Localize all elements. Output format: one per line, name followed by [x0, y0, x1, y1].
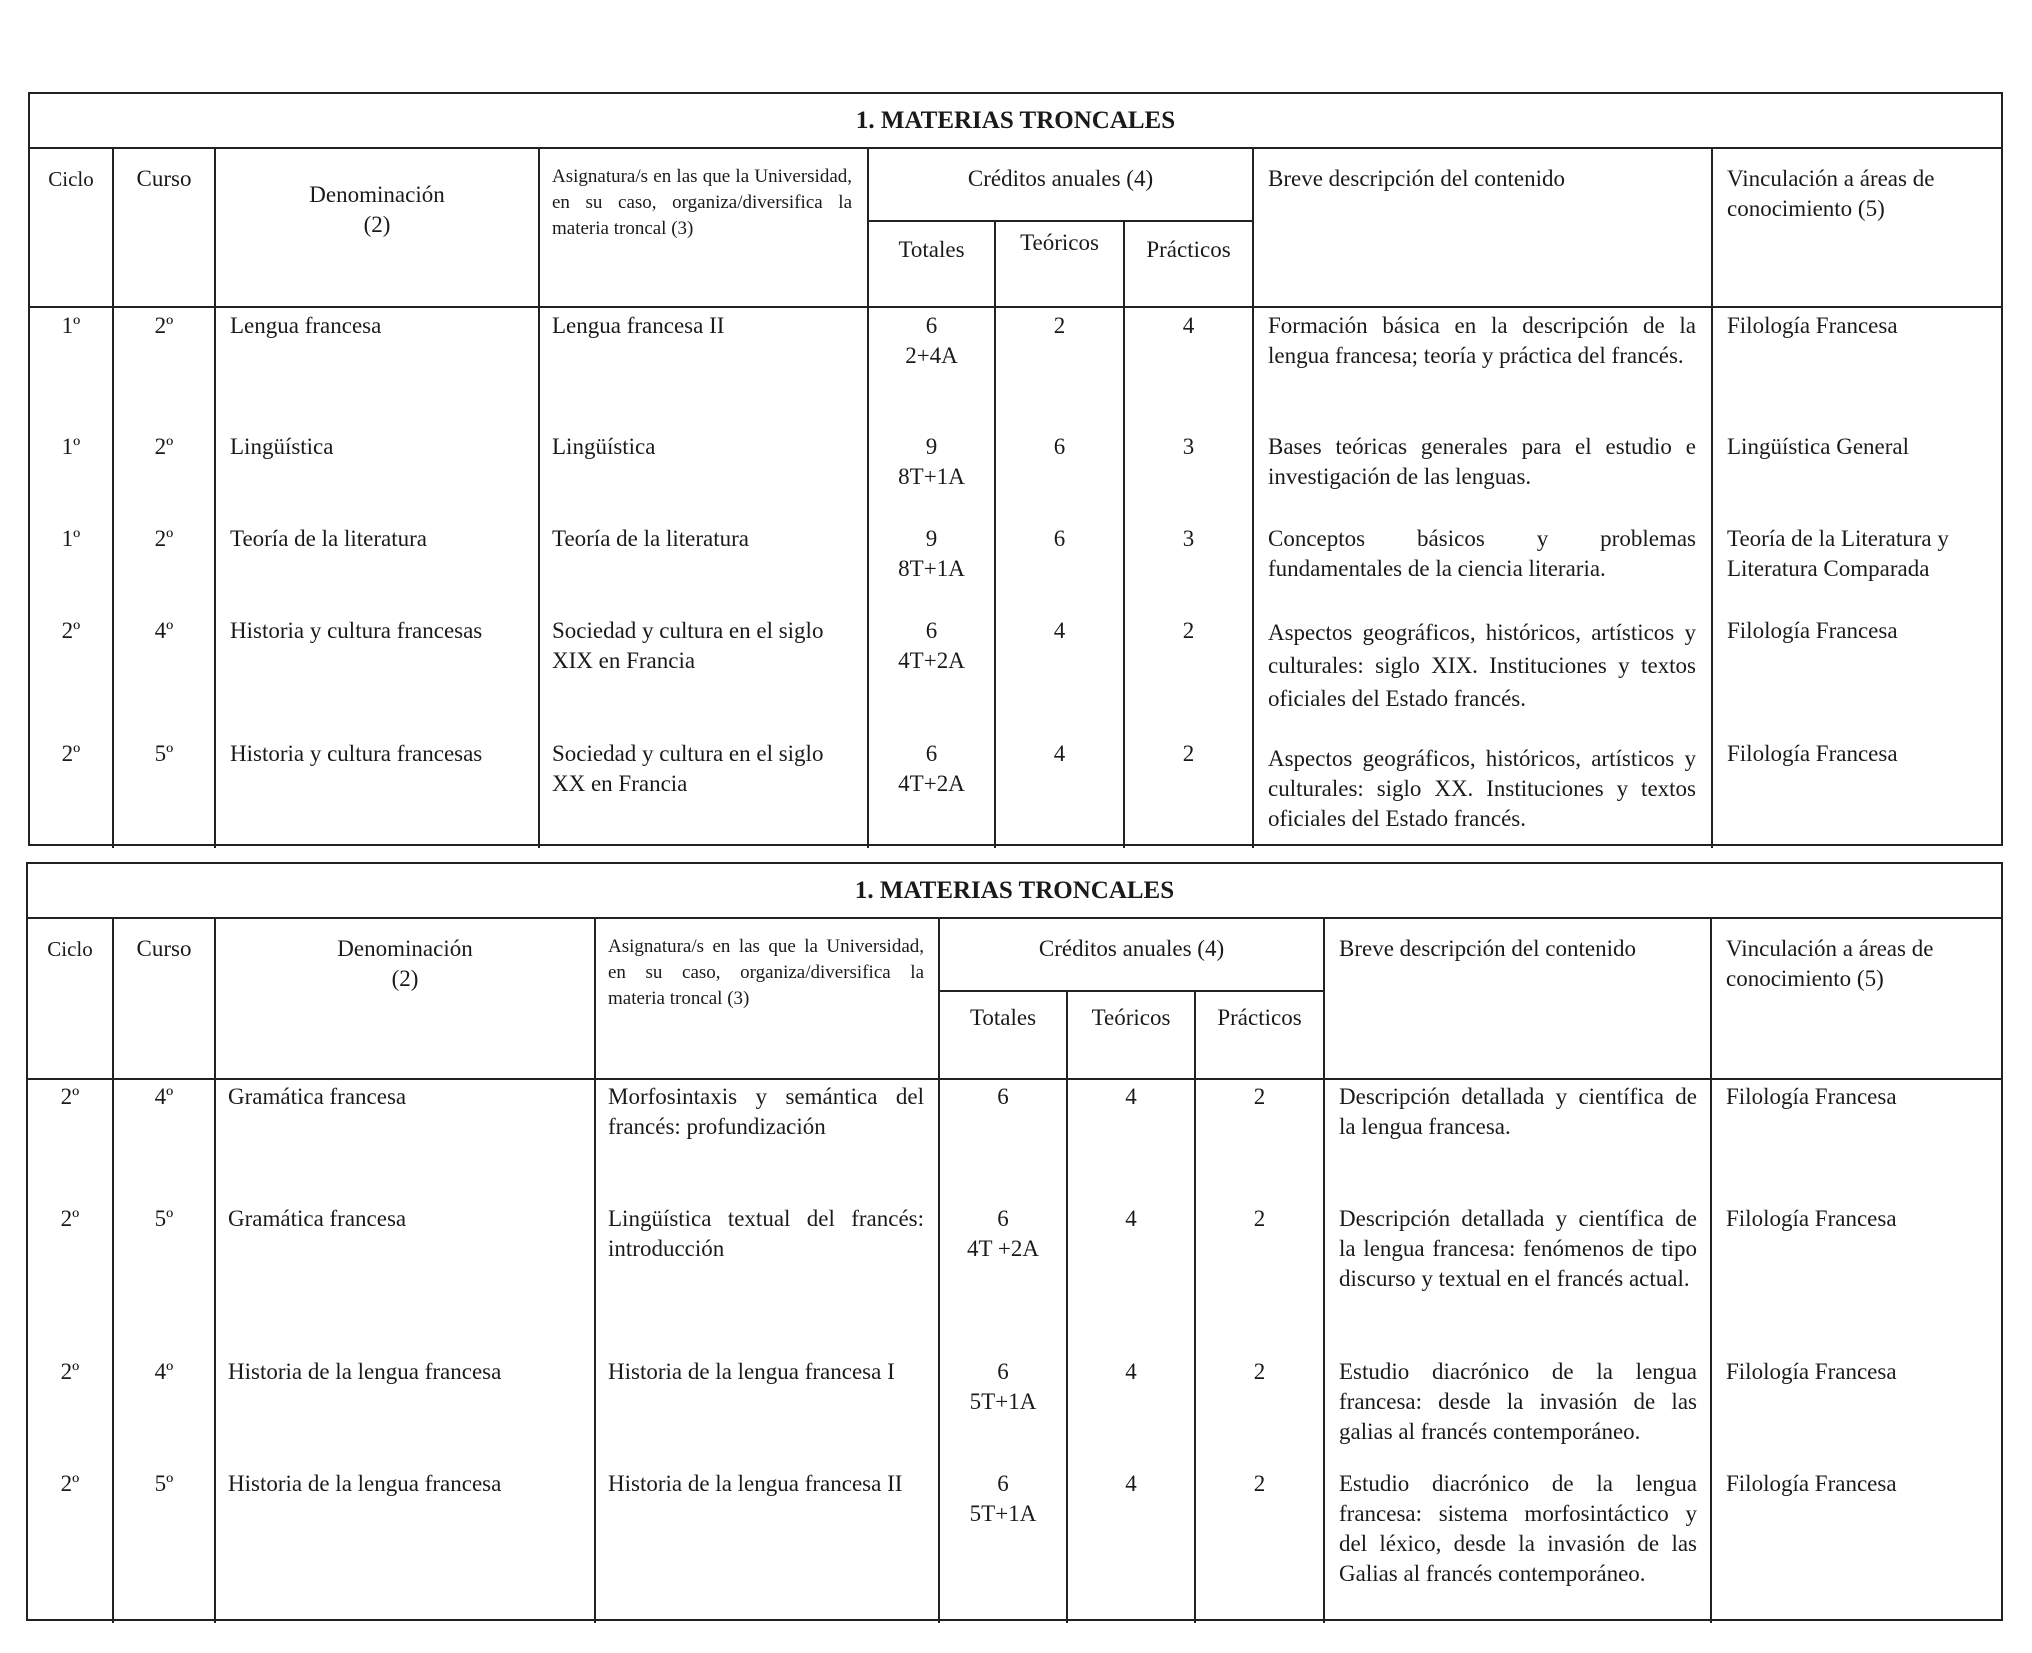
- cell-descripcion: Bases teóricas generales para el estudio e investigación de las lenguas.: [1268, 434, 1696, 489]
- cell-curso: 2º: [154, 313, 174, 338]
- cell-asignatura: Lingüística textual del francés: introducción: [608, 1206, 924, 1261]
- cell-curso: 5º: [154, 1471, 174, 1496]
- header-vinculacion: Vinculación a áreas de conocimiento (5): [1727, 166, 1935, 221]
- cell-descripcion: Descripción detallada y científica de la lengua francesa: fenómenos de tipo discurso y textual en el francés actual.: [1339, 1206, 1697, 1291]
- cell-teoricos: 4: [1053, 618, 1066, 643]
- cell-ciclo: 2º: [60, 1206, 80, 1231]
- cell-teoricos: 6: [1053, 526, 1066, 551]
- cell-asignatura: Sociedad y cultura en el siglo XIX en Francia: [552, 618, 824, 673]
- column-divider: [538, 147, 540, 848]
- header-totales: Totales: [969, 1005, 1037, 1030]
- cell-practicos: 2: [1253, 1471, 1266, 1496]
- cell-totales-detalle: 8T+1A: [898, 464, 965, 489]
- cell-totales: 6: [925, 618, 938, 643]
- cell-totales: 6: [997, 1206, 1009, 1231]
- header-curso: Curso: [136, 936, 192, 961]
- cell-descripcion: Estudio diacrónico de la lengua francesa: desde la invasión de las galias al francés contemporáneo.: [1339, 1359, 1697, 1444]
- cell-vinculacion: Lingüística General: [1727, 434, 1910, 459]
- header-teoricos: Teóricos: [1091, 1005, 1171, 1030]
- header-curso: Curso: [136, 166, 192, 191]
- cell-totales: 9: [925, 434, 938, 459]
- header-divider: [28, 1078, 2001, 1080]
- header-asignatura: Asignatura/s en las que la Universidad, en su caso, organiza/diversifica la materia troncal (3): [608, 936, 924, 1009]
- cell-practicos: 2: [1182, 741, 1195, 766]
- header-descripcion: Breve descripción del contenido: [1339, 936, 1636, 961]
- table-title: 1. MATERIAS TRONCALES: [854, 877, 1175, 904]
- column-divider: [1323, 917, 1325, 1623]
- credits-subheader-divider: [867, 220, 1253, 222]
- cell-teoricos: 2: [1053, 313, 1066, 338]
- header-divider: [30, 306, 2001, 308]
- cell-denominacion: Historia de la lengua francesa: [228, 1359, 502, 1384]
- cell-descripcion: Conceptos básicos y problemas fundamentales de la ciencia literaria.: [1268, 526, 1696, 581]
- cell-ciclo: 2º: [60, 1359, 80, 1384]
- header-denominacion: Denominación: [309, 182, 445, 207]
- header-creditos: Créditos anuales (4): [1038, 936, 1225, 961]
- cell-practicos: 2: [1253, 1084, 1266, 1109]
- cell-totales-detalle: 4T +2A: [967, 1236, 1039, 1261]
- cell-totales: 9: [925, 526, 938, 551]
- cell-practicos: 3: [1182, 526, 1195, 551]
- cell-vinculacion: Filología Francesa: [1726, 1084, 1897, 1109]
- cell-asignatura: Lengua francesa II: [552, 313, 725, 338]
- title-divider: [30, 147, 2001, 149]
- cell-asignatura: Sociedad y cultura en el siglo XX en Francia: [552, 741, 824, 796]
- header-ciclo: Ciclo: [48, 167, 94, 191]
- cell-descripcion: Descripción detallada y científica de la lengua francesa.: [1339, 1084, 1697, 1139]
- cell-descripcion: Formación básica en la descripción de la lengua francesa; teoría y práctica del francés.: [1268, 313, 1696, 368]
- cell-totales-detalle: 2+4A: [905, 343, 958, 368]
- cell-curso: 4º: [154, 1359, 174, 1384]
- header-practicos: Prácticos: [1217, 1005, 1302, 1030]
- cell-totales: 6: [925, 313, 938, 338]
- cell-practicos: 3: [1182, 434, 1195, 459]
- column-divider: [112, 917, 114, 1623]
- cell-teoricos: 4: [1053, 741, 1066, 766]
- cell-denominacion: Teoría de la literatura: [230, 526, 427, 551]
- cell-descripcion: Estudio diacrónico de la lengua francesa: sistema morfosintáctico y del léxico, desde la invasión de las Galias al francés contemporáneo.: [1339, 1471, 1697, 1586]
- column-divider: [1710, 917, 1712, 1623]
- credits-subheader-divider: [938, 990, 1323, 992]
- subjects-table-2: [26, 862, 2003, 1621]
- cell-asignatura: Historia de la lengua francesa II: [608, 1471, 903, 1496]
- cell-totales: 6: [997, 1359, 1009, 1384]
- header-creditos: Créditos anuales (4): [967, 166, 1154, 191]
- cell-vinculacion: Filología Francesa: [1726, 1359, 1897, 1384]
- cell-asignatura: Historia de la lengua francesa I: [608, 1359, 895, 1384]
- header-ciclo: Ciclo: [47, 937, 93, 961]
- cell-curso: 4º: [154, 618, 174, 643]
- cell-ciclo: 2º: [61, 618, 81, 643]
- cell-totales: 6: [997, 1084, 1009, 1109]
- cell-curso: 5º: [154, 741, 174, 766]
- cell-totales-detalle: 5T+1A: [969, 1501, 1037, 1526]
- cell-vinculacion: Filología Francesa: [1727, 741, 1898, 766]
- cell-teoricos: 4: [1125, 1359, 1137, 1384]
- cell-denominacion: Lengua francesa: [230, 313, 382, 338]
- header-totales: Totales: [898, 237, 965, 262]
- cell-practicos: 4: [1182, 313, 1195, 338]
- cell-vinculacion: Teoría de la Literatura y Literatura Comparada: [1727, 526, 1949, 581]
- column-divider: [214, 917, 216, 1623]
- cell-practicos: 2: [1253, 1359, 1266, 1384]
- cell-practicos: 2: [1253, 1206, 1266, 1231]
- cell-vinculacion: Filología Francesa: [1726, 1471, 1897, 1496]
- cell-denominacion: Gramática francesa: [228, 1206, 407, 1231]
- cell-asignatura: Morfosintaxis y semántica del francés: profundización: [608, 1084, 924, 1139]
- cell-teoricos: 4: [1125, 1471, 1137, 1496]
- cell-curso: 5º: [154, 1206, 174, 1231]
- cell-totales: 6: [925, 741, 938, 766]
- column-divider: [1711, 147, 1713, 848]
- header-asignatura: Asignatura/s en las que la Universidad, en su caso, organiza/diversifica la materia troncal (3): [552, 166, 852, 239]
- header-vinculacion: Vinculación a áreas de conocimiento (5): [1726, 936, 1934, 991]
- cell-ciclo: 1º: [61, 526, 81, 551]
- cell-ciclo: 1º: [61, 434, 81, 459]
- header-denominacion: Denominación: [337, 936, 473, 961]
- cell-ciclo: 1º: [61, 313, 81, 338]
- cell-curso: 2º: [154, 434, 174, 459]
- cell-curso: 4º: [154, 1084, 174, 1109]
- cell-teoricos: 6: [1053, 434, 1066, 459]
- cell-denominacion: Historia y cultura francesas: [230, 618, 483, 643]
- cell-denominacion: Historia de la lengua francesa: [228, 1471, 502, 1496]
- cell-totales-detalle: 5T+1A: [969, 1389, 1037, 1414]
- cell-denominacion: Lingüística: [230, 434, 334, 459]
- column-divider: [594, 917, 596, 1623]
- cell-ciclo: 2º: [60, 1471, 80, 1496]
- cell-vinculacion: Filología Francesa: [1727, 618, 1898, 643]
- cell-totales-detalle: 4T+2A: [898, 648, 965, 673]
- cell-asignatura: Lingüística: [552, 434, 656, 459]
- cell-teoricos: 4: [1125, 1206, 1137, 1231]
- cell-practicos: 2: [1182, 618, 1195, 643]
- header-descripcion: Breve descripción del contenido: [1268, 166, 1565, 191]
- header-practicos: Prácticos: [1146, 237, 1231, 262]
- header-denominacion-note: (2): [363, 212, 391, 237]
- cell-denominacion: Historia y cultura francesas: [230, 741, 483, 766]
- cell-vinculacion: Filología Francesa: [1727, 313, 1898, 338]
- subjects-table-1: [28, 92, 2003, 846]
- cell-denominacion: Gramática francesa: [228, 1084, 407, 1109]
- cell-totales-detalle: 4T+2A: [898, 771, 965, 796]
- cell-asignatura: Teoría de la literatura: [552, 526, 749, 551]
- cell-vinculacion: Filología Francesa: [1726, 1206, 1897, 1231]
- cell-ciclo: 2º: [60, 1084, 80, 1109]
- cell-totales-detalle: 8T+1A: [898, 556, 965, 581]
- column-divider: [1252, 147, 1254, 848]
- title-divider: [28, 917, 2001, 919]
- cell-descripcion: Aspectos geográficos, históricos, artísticos y culturales: siglo XIX. Instituciones y textos oficiales del Estado francés.: [1268, 620, 1696, 711]
- table-title: 1. MATERIAS TRONCALES: [855, 107, 1176, 134]
- cell-curso: 2º: [154, 526, 174, 551]
- cell-descripcion: Aspectos geográficos, históricos, artísticos y culturales: siglo XX. Instituciones y textos oficiales del Estado francés.: [1268, 746, 1696, 831]
- cell-ciclo: 2º: [61, 741, 81, 766]
- header-denominacion-note: (2): [391, 966, 419, 991]
- header-teoricos: Teóricos: [1020, 230, 1099, 255]
- cell-teoricos: 4: [1125, 1084, 1137, 1109]
- column-divider: [214, 147, 216, 848]
- cell-totales: 6: [997, 1471, 1009, 1496]
